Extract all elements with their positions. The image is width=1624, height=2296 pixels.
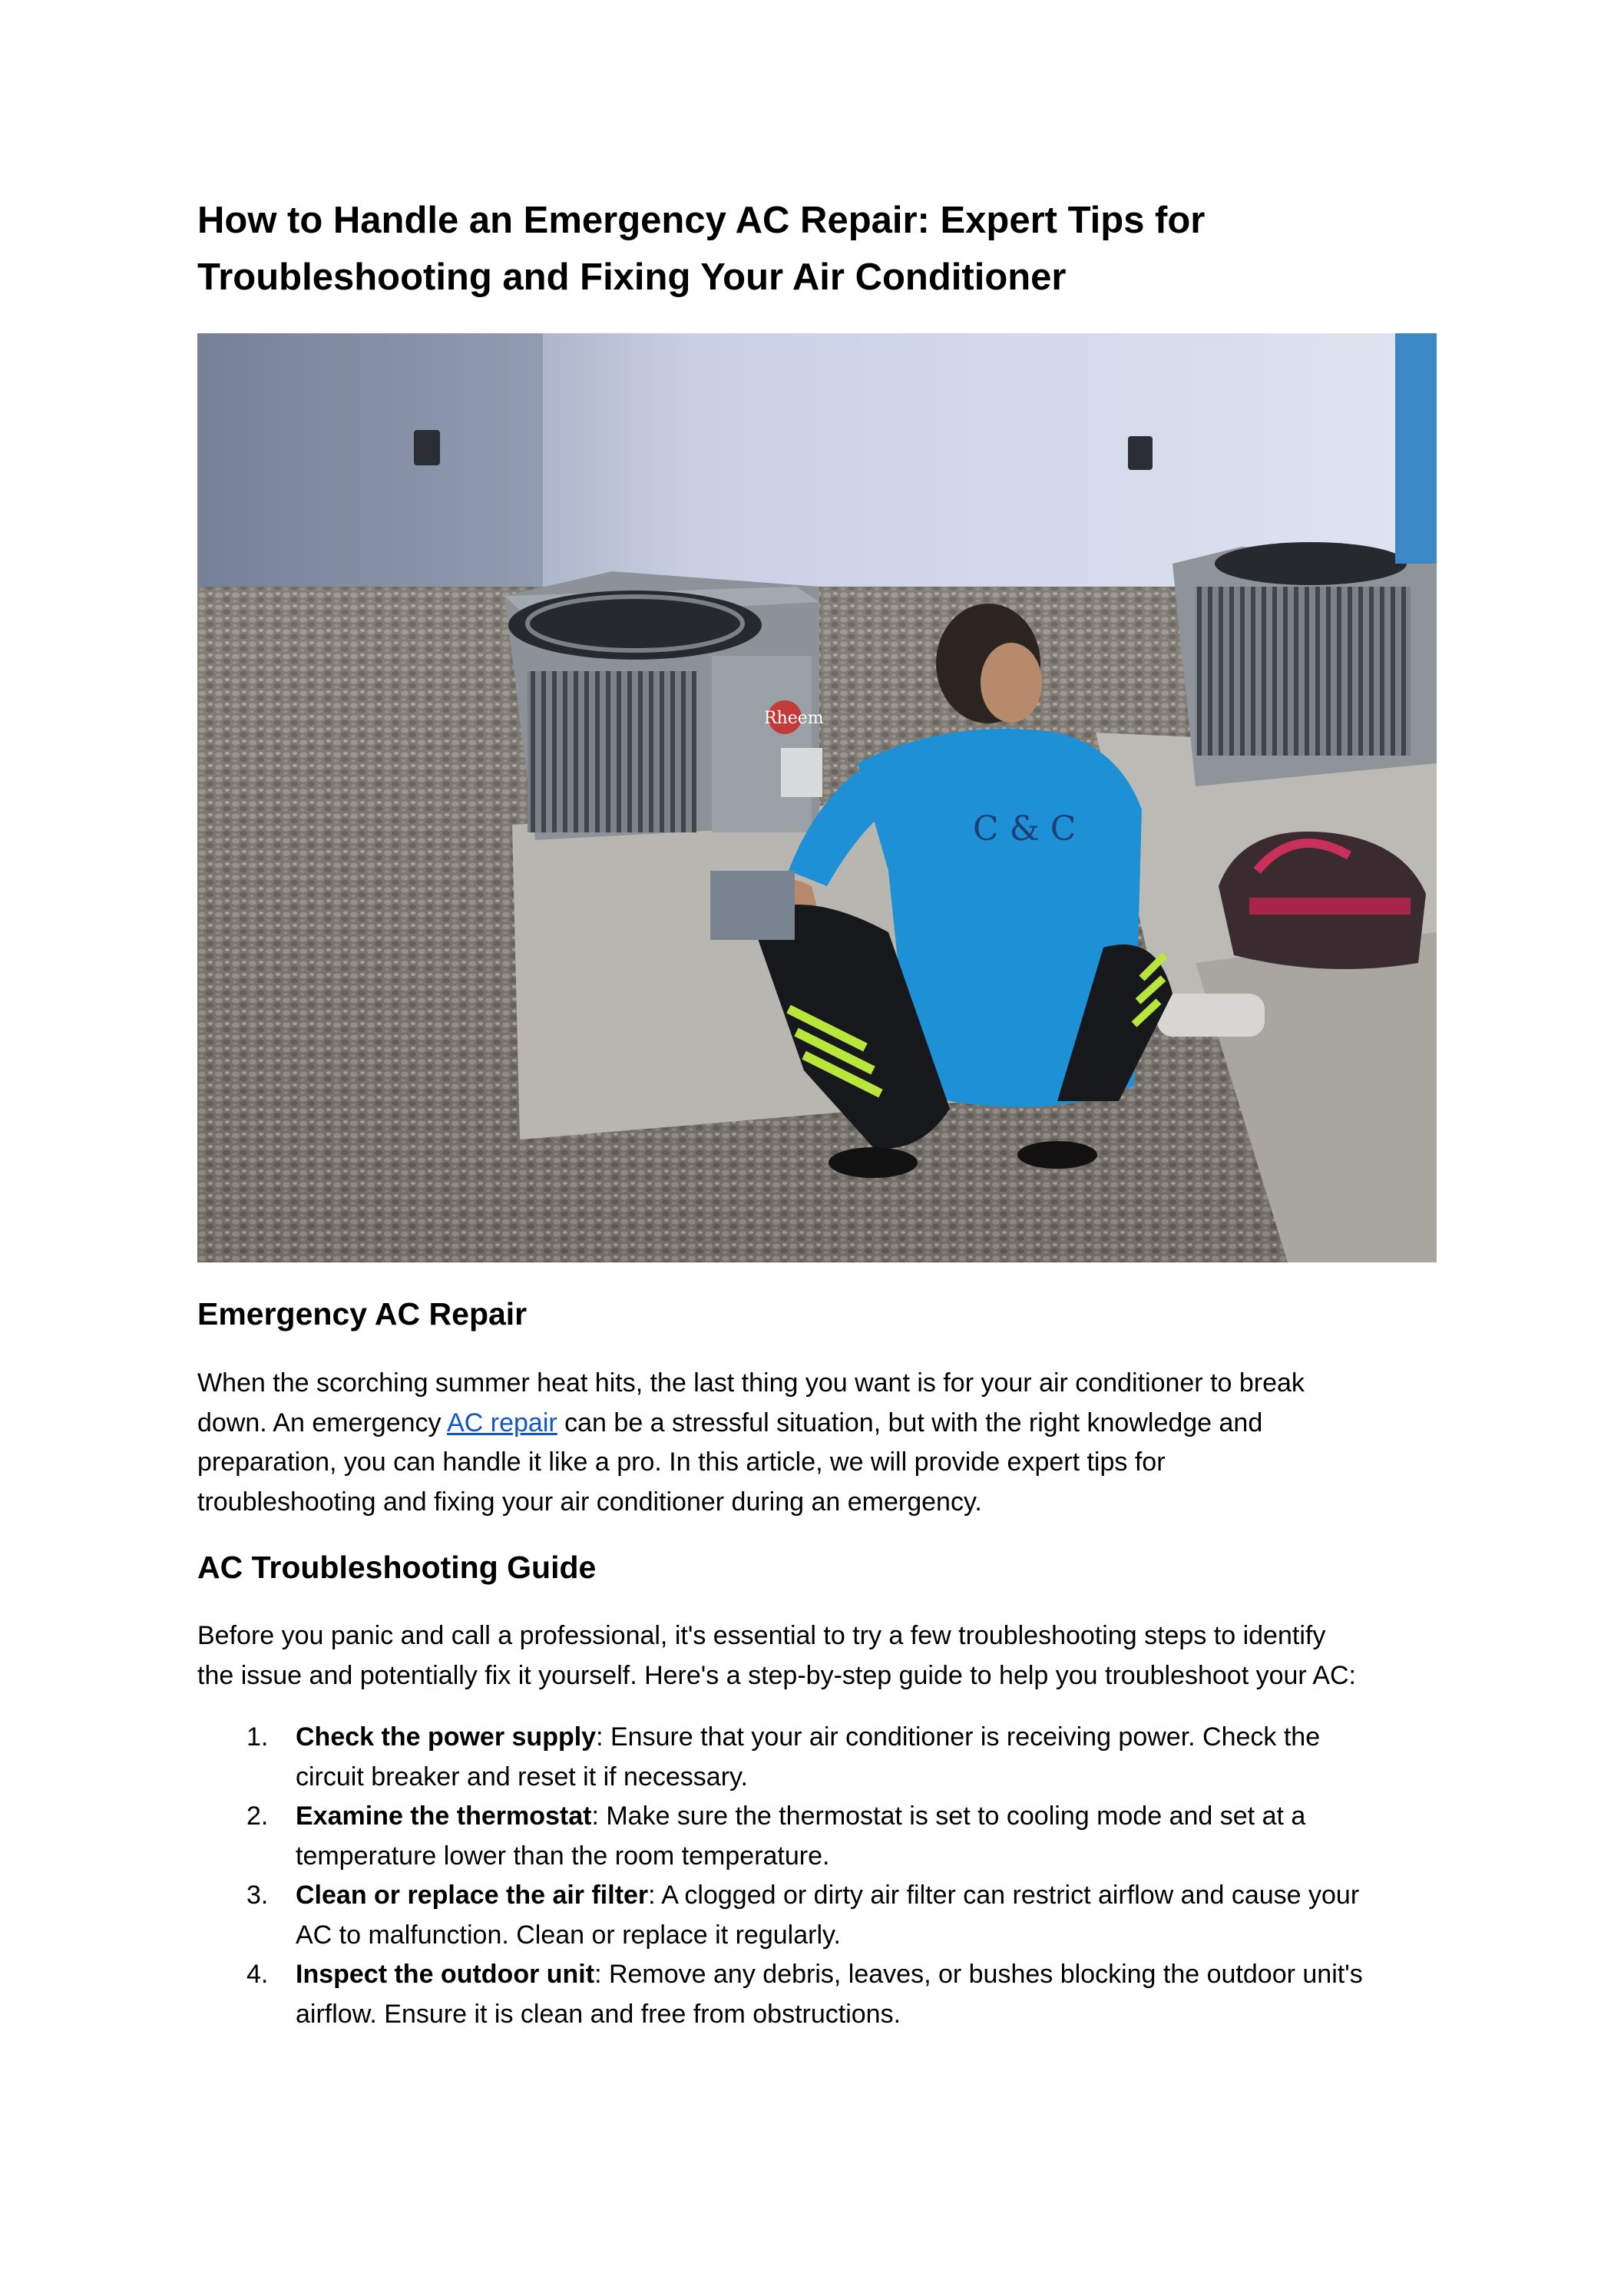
list-item [197,1797,1457,1876]
unit-brand-text: Rheem [764,709,824,728]
list-item [197,1955,1457,2034]
section-heading-troubleshooting: AC Troubleshooting Guide [197,1550,597,1585]
list-number: 4. [246,1960,269,1989]
step-text-continued: circuit breaker and reset it if necessary. [296,1762,748,1791]
step-text: : Ensure that your air conditioner is receiving power. Check the [596,1722,1321,1752]
list-item [197,1718,1457,1797]
intro-line-4: troubleshooting and fixing your air conditioner during an emergency. [197,1487,982,1517]
troubleshooting-steps-list [197,1718,1457,2034]
guide-paragraph [197,1616,1457,1696]
step-text: : A clogged or dirty air filter can restrict airflow and cause your [648,1881,1360,1910]
title-line-1: How to Handle an Emergency AC Repair: Expert Tips for [197,200,1206,241]
step-title: Inspect the outdoor unit [296,1960,595,1989]
step-text: : Make sure the thermostat is set to cooling mode and set at a [591,1801,1306,1831]
list-item [197,1876,1457,1955]
technician-photo [197,333,1437,1262]
intro-line-2-end: can be a stressful situation, but with the right knowledge and [557,1408,1263,1437]
list-item-text [296,1955,1457,2034]
intro-paragraph [197,1364,1457,1522]
step-text-continued: temperature lower than the room temperature. [296,1841,830,1871]
intro-line-2-start: down. An emergency [197,1408,448,1437]
list-number: 1. [246,1722,269,1752]
intro-line-3: preparation, you can handle it like a pro. In this article, we will provide expert tips for [197,1447,1166,1477]
guide-line-2: the issue and potentially fix it yourself. Here's a step-by-step guide to help you troubleshoot your AC: [197,1660,1356,1690]
list-number: 2. [246,1801,269,1831]
title-line-2: Troubleshooting and Fixing Your Air Conditioner [197,256,1067,298]
shirt-logo-text: C & C [973,809,1077,849]
step-text-continued: airflow. Ensure it is clean and free from obstructions. [296,1999,901,2029]
step-text: : Remove any debris, leaves, or bushes blocking the outdoor unit's [594,1960,1363,1989]
step-title: Check the power supply [296,1722,597,1752]
step-title: Clean or replace the air filter [296,1881,649,1910]
step-title: Examine the thermostat [296,1801,592,1831]
intro-line-1: When the scorching summer heat hits, the last thing you want is for your air conditioner to break [197,1368,1305,1398]
ac-repair-link[interactable]: AC repair [447,1408,557,1437]
intro-line-2 [197,1404,1457,1444]
list-item-text [296,1718,1457,1797]
article-title [197,192,1457,306]
list-number: 3. [246,1881,269,1910]
section-heading-emergency: Emergency AC Repair [197,1296,528,1332]
list-item-text [296,1876,1457,1955]
step-text-continued: AC to malfunction. Clean or replace it regularly. [296,1920,841,1950]
guide-line-1: Before you panic and call a professional, it's essential to try a few troubleshooting steps to identify [197,1621,1326,1650]
list-item-text [296,1797,1457,1876]
